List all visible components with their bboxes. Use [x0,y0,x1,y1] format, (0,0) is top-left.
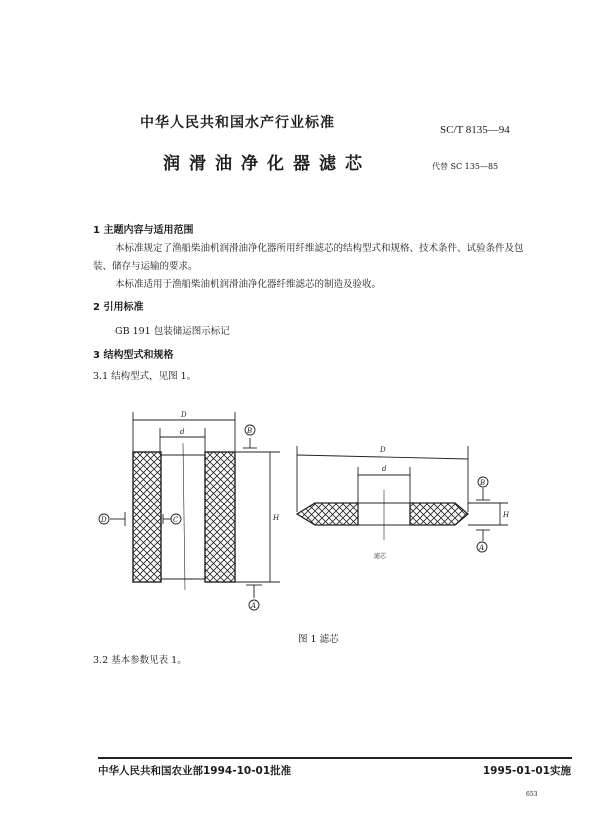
paragraph: 本标准规定了渔船柴油机润滑油净化器所用纤维滤芯的结构型式和规格、技术条件、试验条件及包 [115,243,524,254]
figure-caption: 图 1 滤芯 [298,634,339,645]
org-title: 中华人民共和国水产行业标准 [140,115,335,131]
footer-divider [98,757,572,759]
paragraph: 装、储存与运输的要求。 [93,261,198,272]
dimension-d-label: d [180,428,185,436]
filter-disc-view [297,446,508,552]
dimension-H-label: H [503,511,510,519]
dimension-D-label: D [181,411,187,419]
section-3-2: 3.2 基本参数见表 1。 [93,655,187,666]
datum-A-label: A [251,602,257,610]
datum-D-label: D [101,516,107,524]
sub-caption: 滤芯 [374,553,387,560]
replaces-note: 代替 SC 135—85 [432,162,499,171]
approval-note: 中华人民共和国农业部1994-10-01批准 [98,765,292,777]
dimension-D-label: D [380,446,386,454]
reference-item: GB 191 包装储运图示标记 [115,326,230,337]
dimension-H-label: H [273,514,280,522]
section-3-1: 3.1 结构型式，见图 1。 [93,371,197,382]
doc-title: 润滑油净化器滤芯 [163,154,371,174]
section-2-heading: 2 引用标准 [93,302,144,313]
datum-C-label: C [173,516,179,524]
effective-date: 1995-01-01实施 [482,765,571,777]
datum-B-label: B [480,479,486,487]
dimension-d-label: d [382,465,387,473]
page-number: 653 [526,791,538,798]
datum-B-label: B [247,427,253,435]
standard-code: SC/T 8135—94 [440,124,510,136]
paragraph: 本标准适用于渔船柴油机润滑油净化器纤维滤芯的制造及验收。 [115,279,382,290]
filter-section-view [99,412,280,610]
section-3-heading: 3 结构型式和规格 [93,350,174,361]
datum-A-label: A [479,544,485,552]
section-1-heading: 1 主题内容与适用范围 [93,225,194,236]
